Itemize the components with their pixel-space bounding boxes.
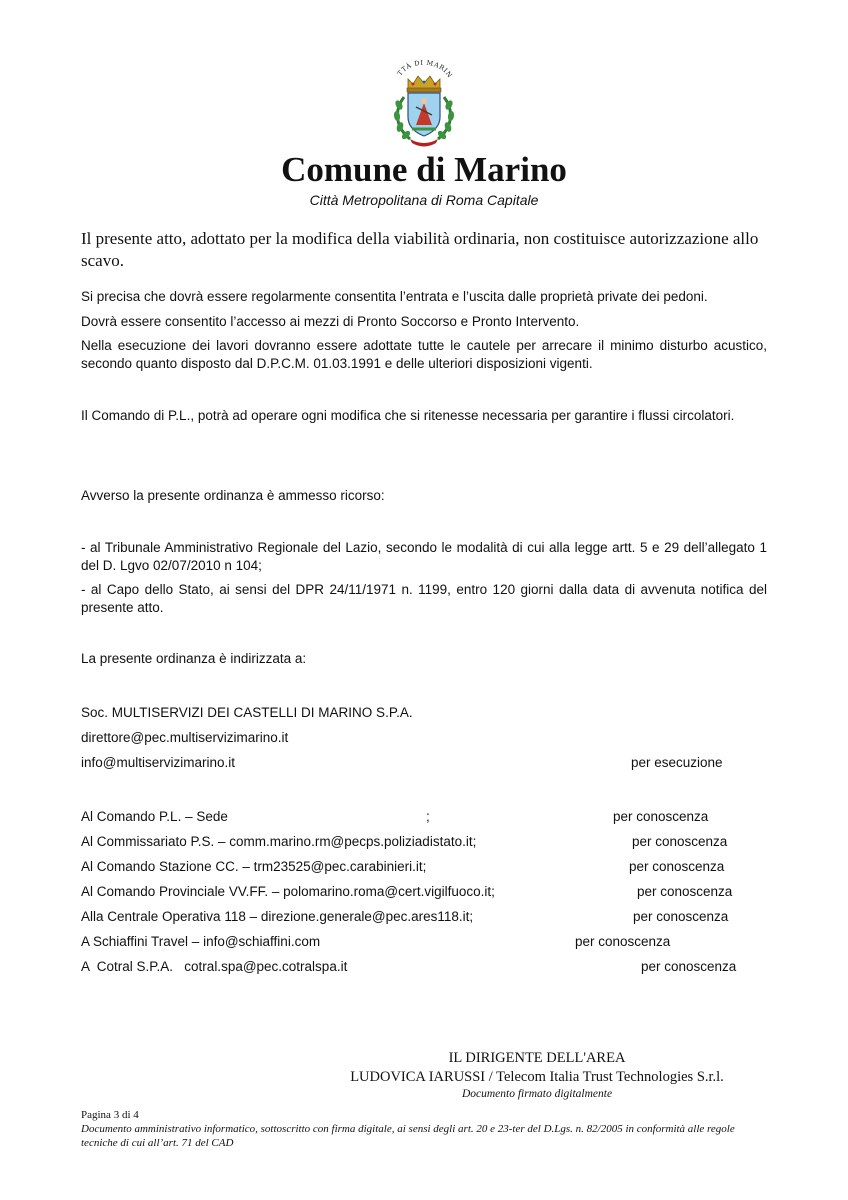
recipient-soc-email-1: direttore@pec.multiservizimarino.it [81, 730, 289, 745]
recipient-schiaffini-note: per conoscenza [575, 934, 671, 949]
recipient-cotral-note: per conoscenza [641, 959, 737, 974]
recipient-soc-email-2: info@multiservizimarino.it [81, 755, 235, 770]
recipient-vvff: Al Comando Provinciale VV.FF. – polomarino.roma@cert.vigilfuoco.it; [81, 884, 495, 899]
recipient-schiaffini: A Schiaffini Travel – info@schiaffini.com [81, 934, 321, 949]
recipient-pl-separator: ; [426, 809, 430, 824]
page-title: Comune di Marino [281, 150, 567, 189]
signature-note: Documento firmato digitalmente [461, 1088, 613, 1100]
recipient-cc-note: per conoscenza [629, 859, 725, 874]
recipient-pl: Al Comando P.L. – Sede [81, 809, 228, 824]
paragraph-appeal-head-of-state: - al Capo dello Stato, ai sensi del DPR 24/11/1971 n. 1199, entro 120 giorni dalla data di avvenuta notifica del presente atto. [81, 582, 767, 615]
recipient-118-note: per conoscenza [633, 909, 729, 924]
recipient-soc-note: per esecuzione [631, 755, 723, 770]
paragraph-noise: Nella esecuzione dei lavori dovranno essere adottate tutte le cautele per arrecare il minimo disturbo acustico, secondo quanto disposto dal D.P.C.M. 01.03.1991 e delle ulteriori disposizioni vigenti. [81, 338, 767, 371]
paragraph-emergency-access: Dovrà essere consentito l’accesso ai mezzi di Pronto Soccorso e Pronto Intervento. [81, 314, 580, 329]
signature-name: LUDOVICA IARUSSI / Telecom Italia Trust Technologies S.r.l. [350, 1069, 724, 1085]
page-subtitle: Città Metropolitana di Roma Capitale [309, 192, 539, 208]
paragraph-access-private: Si precisa che dovrà essere regolarmente consentita l’entrata e l’uscita dalle proprietà private dei pedoni. [81, 289, 708, 304]
recipient-118: Alla Centrale Operativa 118 – direzione.generale@pec.ares118.it; [81, 909, 474, 924]
recipient-ps: Al Commissariato P.S. – comm.marino.rm@pecps.poliziadistato.it; [81, 834, 477, 849]
page-number: Pagina 3 di 4 [81, 1109, 139, 1121]
intro-paragraph: Il presente atto, adottato per la modifica della viabilità ordinaria, non costituisce autorizzazione allo scavo. [81, 229, 759, 270]
paragraph-police-command: Il Comando di P.L., potrà ad operare ogni modifica che si ritenesse necessaria per garantire i flussi circolatori. [81, 408, 735, 423]
recipient-pl-note: per conoscenza [613, 809, 709, 824]
svg-text:CITTÀ DI MARINO: TTÀ DI MARIN [395, 58, 455, 80]
signature-role: IL DIRIGENTE DELL'AREA [448, 1050, 626, 1066]
recipient-vvff-note: per conoscenza [637, 884, 733, 899]
recipient-soc-name: Soc. MULTISERVIZI DEI CASTELLI DI MARINO S.P.A. [81, 705, 413, 720]
municipal-crest-logo [386, 55, 462, 151]
paragraph-appeal-tar: - al Tribunale Amministrativo Regionale del Lazio, secondo le modalità di cui alla legge artt. 5 e 29 dell’allegato 1 del D. Lgvo 02/07/2010 n 104; [81, 540, 767, 573]
recipient-ps-note: per conoscenza [632, 834, 728, 849]
paragraph-appeal-intro: Avverso la presente ordinanza è ammesso ricorso: [81, 488, 385, 503]
recipient-cotral: A Cotral S.P.A. cotral.spa@pec.cotralspa.it [81, 959, 348, 974]
paragraph-addressed-to: La presente ordinanza è indirizzata a: [81, 651, 307, 666]
recipient-cc: Al Comando Stazione CC. – trm23525@pec.carabinieri.it; [81, 859, 427, 874]
footer-legal-note: Documento amministrativo informatico, sottoscritto con firma digitale, ai sensi degli art. 20 e 23-ter del D.Lgs. n. 82/2005 in conformità alle regole tecniche di cui all’art. 71 del CAD [81, 1123, 735, 1149]
